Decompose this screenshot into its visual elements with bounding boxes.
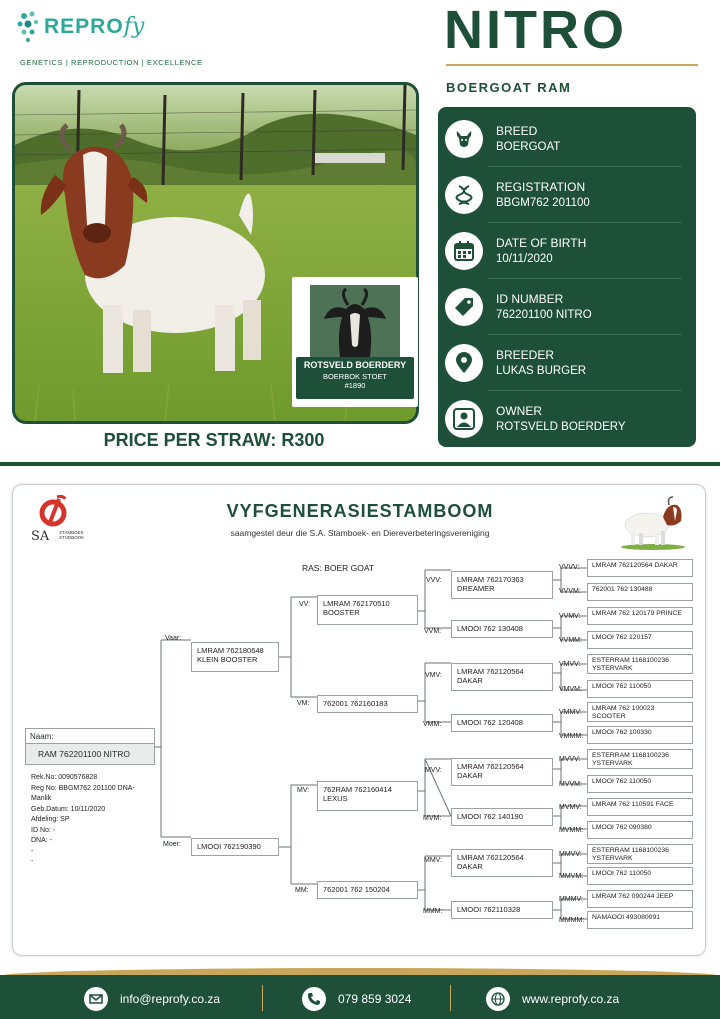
gen4-label: VMVV:: [559, 661, 581, 668]
breed-ras: RAS: BOER GOAT: [302, 563, 375, 573]
logo-tagline: GENETICS | REPRODUCTION | EXCELLENCE: [20, 58, 203, 67]
gen4-label: MMMM:: [559, 917, 585, 924]
gen4-label: MMVV:: [559, 851, 582, 858]
detail-line: Geb.Datum: 10/11/2020: [31, 805, 106, 813]
gen4-box: LMRAM 762 100023 SCOOTER: [587, 702, 693, 722]
breed-label: BREED: [496, 124, 538, 138]
gen4-label: MMVM:: [559, 873, 584, 880]
gen4-box: LMRAM 762 120179 PRINCE: [587, 607, 693, 625]
gen3-box: LMRAM 762170363 DREAMER: [451, 571, 553, 599]
gen4-box: LMOOI 762 110050: [587, 867, 693, 885]
title-rule: [446, 64, 698, 66]
info-row-id: [438, 279, 696, 335]
naam-label: Naam:: [25, 728, 155, 744]
studbook-text: STAMBOEK STUDBOOK: [59, 530, 85, 540]
info-row-owner: [438, 391, 696, 447]
detail-line: -: [31, 858, 34, 865]
gen3-box: LMRAM 762120564 DAKAR: [451, 758, 553, 786]
animal-name-title: NITRO: [444, 0, 627, 60]
website-text: www.reprofy.co.za: [522, 992, 620, 1006]
gen4-label: VMMV:: [559, 709, 582, 716]
footer-separator: [262, 985, 263, 1011]
sire-box: LMRAM 762180648 KLEIN BOOSTER: [191, 642, 279, 672]
gen4-label: MVMM:: [559, 827, 584, 834]
info-row-dob: [438, 223, 696, 279]
email-icon: [84, 987, 108, 1011]
gen3-label: MMV:: [424, 857, 443, 864]
gen3-box: LMOOI 762110328: [451, 901, 553, 919]
footer-phone[interactable]: [302, 987, 432, 1009]
detail-line: Afdeling: SP: [31, 816, 70, 823]
subject-details: [31, 773, 135, 868]
gen3-label: VVM:: [424, 628, 442, 635]
stud-goat-portrait-icon: [310, 285, 400, 357]
animal-subtitle: BOERGOAT RAM: [446, 80, 572, 95]
dam-box: LMOOI 762190390: [191, 838, 279, 856]
id-label: ID NUMBER: [496, 292, 564, 306]
gen3-box: LMRAM 762120564 DAKAR: [451, 663, 553, 691]
gen4-box: LMOOI 762 100330: [587, 726, 693, 744]
stud-line2: BOERBOK STOET: [322, 372, 388, 381]
gen3-box: LMOOI 762 120408: [451, 714, 553, 732]
logo-word: REPROfy: [44, 14, 145, 39]
gen3-box: LMOOI 762 130408: [451, 620, 553, 638]
info-row-breed: [438, 111, 696, 167]
gen2-label: VM:: [297, 700, 310, 707]
gen4-box: LMOOI 762 110050: [587, 680, 693, 698]
subject-name: RAM 762201100 NITRO: [25, 743, 155, 765]
gen4-box: ESTERRAM 1168100236 YSTERVARK: [587, 749, 693, 769]
stud-name: ROTSVELD BOERDERY: [303, 360, 407, 370]
logo-script: fy: [123, 14, 145, 39]
dob-value: 10/11/2020: [496, 253, 553, 265]
gen4-label: VMVM:: [559, 686, 582, 693]
phone-icon: [302, 987, 326, 1011]
gen4-label: VVVV:: [559, 564, 580, 571]
sa-text: SA: [31, 529, 50, 544]
detail-line: ID No: -: [31, 826, 56, 834]
top-section: [0, 0, 720, 462]
owner-value: ROTSVELD BOERDERY: [496, 421, 626, 433]
gen4-label: VVMM:: [559, 637, 582, 644]
gen3-box: LMRAM 762120564 DAKAR: [451, 849, 553, 877]
gen4-label: MVVV:: [559, 756, 581, 763]
detail-line: Manlik: [31, 795, 52, 802]
gen4-box: LMOOI 762 090380: [587, 821, 693, 839]
gen4-box: 762001 762 130488: [587, 583, 693, 601]
gen2-box: 762001 762160183: [317, 695, 418, 713]
breeder-label: BREEDER: [496, 348, 555, 362]
gen3-label: MVM:: [423, 815, 442, 822]
registration-value: BBGM762 201100: [496, 197, 590, 209]
gen2-label: MM:: [295, 887, 309, 894]
gen2-label: VV:: [299, 601, 311, 608]
owner-label: OWNER: [496, 404, 542, 418]
gen4-box: LMRAM 762120564 DAKAR: [587, 559, 693, 577]
calendar-icon: [445, 232, 483, 270]
gen3-label: MVV:: [425, 767, 442, 774]
detail-line: Rek.No: 0090576828: [31, 774, 98, 781]
detail-line: -: [31, 847, 34, 855]
pedigree-title: VYFGENERASIESTAMBOOM: [226, 501, 494, 521]
section-divider: [0, 462, 720, 466]
location-pin-icon: [445, 344, 483, 382]
gen4-box: LMOOI 762 110050: [587, 775, 693, 793]
globe-icon: [486, 987, 510, 1011]
dna-icon: [445, 176, 483, 214]
gen4-box: ESTERRAM 1168100236 YSTERVARK: [587, 654, 693, 674]
gen4-label: VMMM:: [559, 733, 584, 740]
footer-email[interactable]: [84, 987, 244, 1009]
footer-website[interactable]: [486, 987, 646, 1009]
registration-label: REGISTRATION: [496, 180, 586, 194]
gen3-label: MMM:: [423, 908, 443, 915]
breed-value: BOERGOAT: [496, 141, 561, 153]
goat-head-icon: [445, 120, 483, 158]
gen4-label: MMMV:: [559, 896, 583, 903]
gen4-label: MVVM:: [559, 781, 582, 788]
gen3-label: VMV:: [425, 672, 442, 679]
gen3-label: VMM:: [423, 721, 442, 728]
info-row-registration: [438, 167, 696, 223]
gen4-box: LMRAM 762 110591 FACE: [587, 798, 693, 816]
gen3-label: VVV:: [426, 577, 442, 584]
info-row-breeder: [438, 335, 696, 391]
gen3-box: LMOOI 762 140190: [451, 808, 553, 826]
gen2-label: MV:: [297, 787, 310, 794]
dob-label: DATE OF BIRTH: [496, 236, 587, 250]
gen1-label: Moer:: [163, 841, 181, 848]
gen4-box: ESTERRAM 1168100236 YSTERVARK: [587, 844, 693, 864]
stud-nameplate: [296, 357, 414, 399]
gen2-box: LMRAM 762170510 BOOSTER: [317, 595, 418, 625]
logo-mark-icon: [16, 10, 42, 46]
pedigree-certificate: [12, 484, 706, 956]
gen2-box: 762RAM 762160414 LEXUS: [317, 781, 418, 811]
email-text: info@reprofy.co.za: [120, 992, 221, 1006]
detail-line: Reg No: BBGM762 201100 DNA-: [31, 784, 135, 792]
detail-line: DNA: -: [31, 837, 52, 844]
gen4-box: LMOOI 762 120157: [587, 631, 693, 649]
breeder-value: LUKAS BURGER: [496, 365, 587, 377]
footer-separator: [450, 985, 451, 1011]
gen4-label: VVMV:: [559, 613, 581, 620]
stud-number: #1890: [344, 381, 366, 390]
gen4-label: MVMV:: [559, 804, 582, 811]
gen4-box: NAMAOOI 493080091: [587, 911, 693, 929]
info-panel: [438, 107, 696, 447]
person-icon: [445, 400, 483, 438]
id-value: 762201100 NITRO: [496, 309, 592, 321]
gen2-box: 762001 762 150204: [317, 881, 418, 899]
gen1-label: Vaar:: [165, 635, 182, 642]
phone-text: 079 859 3024: [338, 992, 412, 1006]
reprofy-logo: [16, 8, 216, 68]
price-per-straw: PRICE PER STRAW: R300: [103, 430, 325, 450]
pedigree-subtitle: saamgestel deur die S.A. Stamboek- en Diereverbeteringsvereniging: [230, 528, 490, 538]
stud-card: [292, 277, 418, 407]
gen4-box: LMRAM 762 090244 JEEP: [587, 890, 693, 908]
footer: [0, 975, 720, 1019]
tag-icon: [445, 288, 483, 326]
gen4-label: VVVM:: [559, 588, 581, 595]
